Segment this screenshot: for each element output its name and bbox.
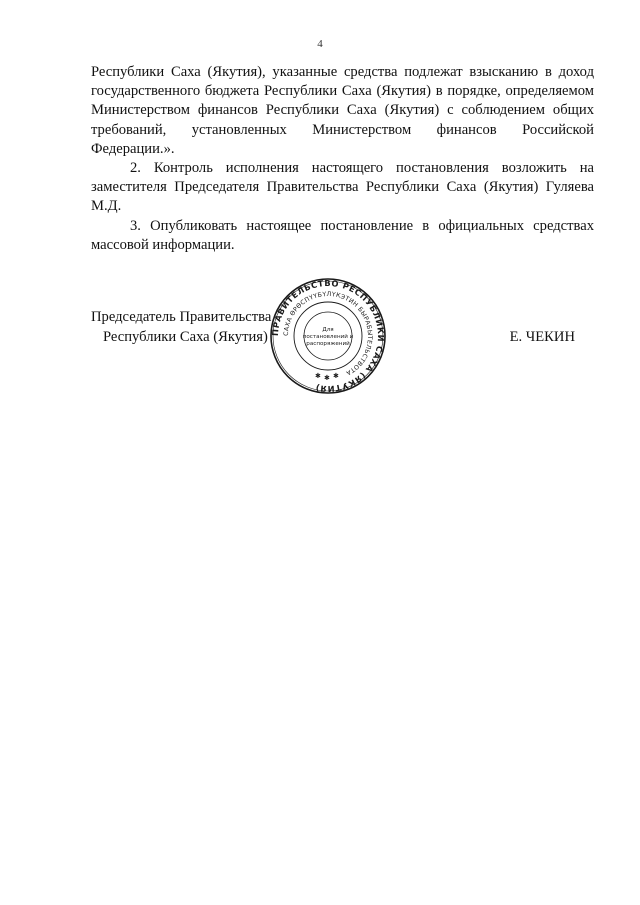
seal-inner-text: САХА ӨРӨСПҮҮБҮЛҮКЭТИН БЫРАБЫТЕЛЬСТВОТА	[282, 290, 374, 377]
seal-star-icon: ✱	[324, 374, 330, 382]
official-seal	[268, 276, 388, 396]
signatory-position-line1: Председатель Правительства	[91, 309, 272, 325]
seal-star-icon: ✱	[333, 372, 339, 380]
paragraph-item-2: 2. Контроль исполнения настоящего постановления возложить на заместителя Председателя Правительства Республики Саха (Якутия) Гуляева М.Д.	[91, 160, 594, 215]
signatory-position-line2: Республики Саха (Якутия)	[103, 329, 268, 345]
seal-outer-text: ПРАВИТЕЛЬСТВО РЕСПУБЛИКИ САХА (ЯКУТИЯ)	[269, 277, 387, 395]
document-body	[91, 63, 594, 255]
seal-center-line2: постановлений и	[302, 334, 354, 340]
signatory-name: Е. ЧЕКИН	[509, 329, 575, 345]
seal-center-line3: распоряжений	[306, 341, 350, 347]
paragraph-continuation: Республики Саха (Якутия), указанные средства подлежат взысканию в доход государственного бюджета Республики Саха (Якутия) в порядке, определяемом Министерством финансов Республики Саха (Якутия) с соблюдением общих требований, установленных Министерством финансов Российской Федерации.».	[91, 64, 594, 157]
seal-star-icon: ✱	[315, 372, 321, 380]
paragraph-item-3: 3. Опубликовать настоящее постановление в официальных средствах массовой информации.	[91, 217, 594, 253]
page-number: 4	[317, 38, 323, 50]
seal-center-line1: Для	[322, 327, 334, 333]
